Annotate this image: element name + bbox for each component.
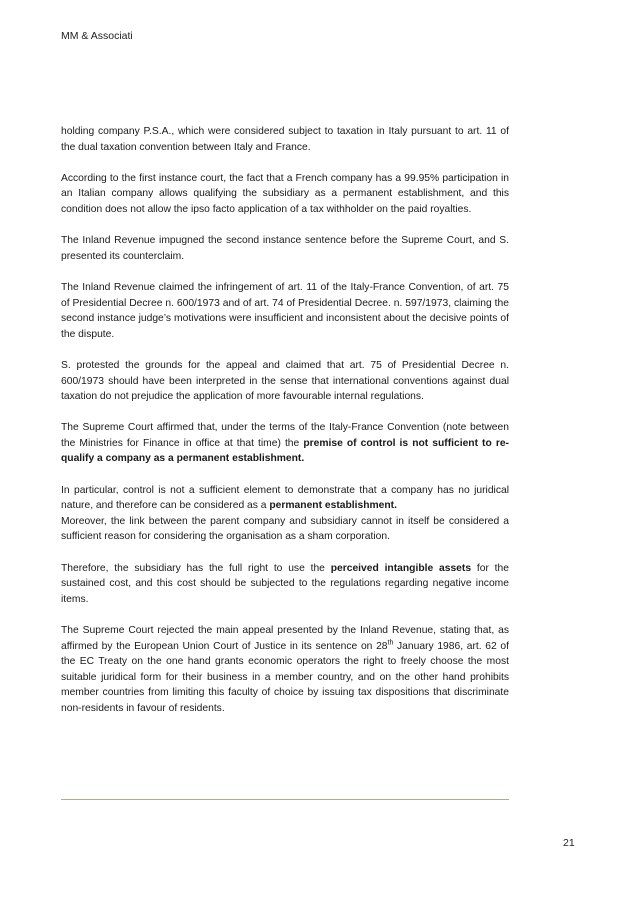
- paragraph-7-emphasis: permanent establishment.: [269, 500, 397, 512]
- paragraph-9: [61, 623, 509, 717]
- paragraph-6-emphasis: premise of control is not sufficient to re-qualify a company as a permanent establishment.: [61, 437, 509, 465]
- ordinal-superscript: th: [387, 639, 394, 647]
- footer-divider: [61, 799, 509, 800]
- paragraph-6-text: The Supreme Court affirmed that, under the terms of the Italy-France Convention (note between the Ministries for Finance in office at that time) the: [61, 422, 509, 449]
- paragraph-8-text: Therefore, the subsidiary has the full right to use the: [61, 562, 331, 574]
- paragraph-3: The Inland Revenue impugned the second instance sentence before the Supreme Court, and S. presented its counterclaim.: [61, 235, 509, 262]
- paragraph-9-continuation: January 1986, art. 62 of the EC Treaty on the one hand grants economic operators the right to freely choose the most suitable juridical form for their business in a member country, and on the other hand prohibits member countries from limiting this faculty of choice by issuing tax dispositions that discriminate non-residents in favour of residents.: [61, 640, 509, 714]
- paragraph-7-text: In particular, control is not a sufficient element to demonstrate that a company has no juridical nature, and therefore can be considered as a: [61, 484, 509, 512]
- paragraph-8-continuation: for the sustained cost, and this cost should be subjected to the regulations regarding negative income items.: [61, 562, 509, 605]
- paragraph-4: The Inland Revenue claimed the infringement of art. 11 of the Italy-France Convention, of art. 75 of Presidential Decree n. 600/1973 and of art. 74 of Presidential Decree. n. 597/1973, claiming the second instance judge’s motivations were insufficient and inconsistent about the decisive points of the dispute.: [61, 281, 509, 340]
- paragraph-8: [61, 561, 509, 608]
- document-header: MM & Associati: [61, 30, 133, 42]
- paragraph-5: S. protested the grounds for the appeal and claimed that art. 75 of Presidential Decree n. 600/1973 should have been interpreted in the sense that international conventions against dual taxation do not prejudice the application of more favourable internal regulations.: [61, 359, 509, 403]
- page-number: 21: [563, 837, 575, 849]
- paragraph-7: [61, 483, 509, 545]
- paragraph-9-text: The Supreme Court rejected the main appeal presented by the Inland Revenue, stating that, as affirmed by the European Union Court of Justice in its sentence on 28: [61, 625, 509, 652]
- paragraph-7-continuation: Moreover, the link between the parent company and subsidiary cannot in itself be considered a sufficient reason for considering the organisation as a sham corporation.: [61, 515, 509, 543]
- paragraph-6: [61, 420, 509, 467]
- paragraph-8-emphasis: perceived intangible assets: [330, 562, 472, 574]
- document-body: [61, 124, 509, 732]
- paragraph-2: According to the first instance court, the fact that a French company has a 99.95% participation in an Italian company allows qualifying the subsidiary as a permanent establishment, and this condition does not allow the ipso facto application of a tax withholder on the paid royalties.: [61, 172, 509, 215]
- paragraph-1: holding company P.S.A., which were considered subject to taxation in Italy pursuant to art. 11 of the dual taxation convention between Italy and France.: [61, 126, 509, 153]
